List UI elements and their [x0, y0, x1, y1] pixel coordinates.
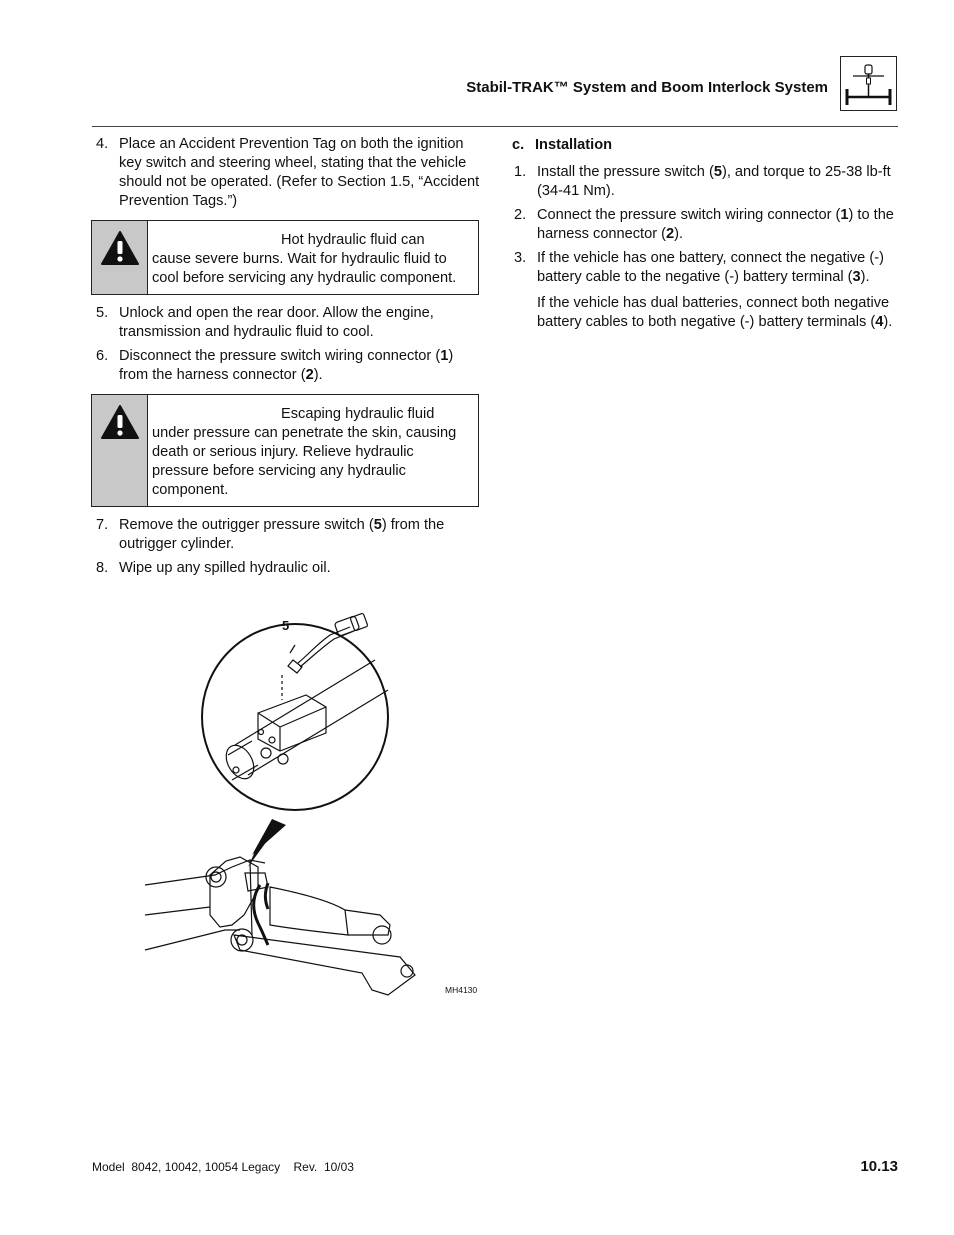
warning-icon [100, 230, 140, 266]
step-7 [94, 516, 482, 554]
warning-lead: Escaping hydraulic fluid [281, 406, 435, 422]
section-letter: c. [512, 137, 525, 153]
step-text [119, 348, 453, 383]
ref-number: 5 [373, 517, 382, 533]
step-number: 1. [514, 164, 527, 180]
outrigger-pressure-switch-illustration [140, 605, 485, 1000]
text-run: ) from the outrigger cylinder. [119, 517, 445, 552]
page-header-title: Stabil-TRAK™ System and Boom Interlock System [466, 79, 828, 96]
step-number: 7. [96, 517, 109, 533]
ref-number: 2 [665, 226, 675, 242]
ref-number: 5 [713, 164, 722, 180]
right-column [512, 135, 898, 332]
install-step-2 [512, 206, 898, 244]
section-title: Installation [535, 137, 613, 153]
step-text [119, 517, 444, 552]
text-run: ) from the harness connector ( [119, 348, 454, 383]
step-text: Unlock and open the rear door. Allow the engine, transmission and hydraulic fluid to cool. [119, 305, 434, 340]
step-5 [94, 304, 482, 342]
ref-number: 2 [305, 367, 314, 383]
warning-text: cause severe burns. Wait for hydraulic fluid to cool before servicing any hydraulic component. [152, 251, 457, 286]
figure-id: MH4130 [445, 985, 478, 995]
step-number: 3. [514, 250, 527, 266]
text-run: Install the pressure switch ( [537, 164, 714, 180]
step-number: 4. [96, 136, 109, 152]
footer-model-revision: Model 8042, 10042, 10054 Legacy Rev. 10/03 [92, 1160, 354, 1174]
text-run: ). [313, 367, 323, 383]
text-run: Remove the outrigger pressure switch ( [119, 517, 374, 533]
header-rule [92, 126, 898, 127]
step-number: 5. [96, 305, 109, 321]
page-number: 10.13 [860, 1158, 898, 1175]
step-text: Place an Accident Prevention Tag on both the ignition key switch and steering wheel, stating that the vehicle should not be operated. (Refer to Section 1.5, “Accident Prevention Tags.”) [119, 136, 480, 209]
step-6 [94, 347, 482, 385]
step-number: 6. [96, 348, 109, 364]
text-run: ) to the harness connector ( [537, 207, 894, 242]
warning-lead: Hot hydraulic fluid can [281, 232, 425, 248]
text-run: If the vehicle has one battery, connect the negative (-) battery cable to the negative (-) battery terminal ( [537, 250, 884, 285]
text-run: ). [883, 314, 893, 330]
text-run: ), and torque to 25-38 lb-ft (34-41 Nm). [537, 164, 891, 199]
step-text [537, 250, 884, 285]
install-step-1 [512, 163, 898, 201]
figure-callout-5: 5 [282, 618, 290, 633]
step-text: Wipe up any spilled hydraulic oil. [119, 560, 331, 576]
text-run: Connect the pressure switch wiring connector ( [537, 207, 841, 223]
text-run: Disconnect the pressure switch wiring connector ( [119, 348, 441, 364]
step-number: 2. [514, 207, 527, 223]
ref-number: 1 [840, 207, 849, 223]
step-4 [94, 135, 482, 211]
text-run: If the vehicle has dual batteries, connect both negative battery cables to both negative (-) battery terminals ( [537, 295, 890, 330]
boom-interlock-icon [840, 56, 897, 111]
warning-text: under pressure can penetrate the skin, causing death or serious injury. Relieve hydraulic pressure before servicing any hydraulic component. [152, 425, 457, 498]
install-step-3 [512, 249, 898, 287]
step-8 [94, 559, 482, 578]
ref-number: 1 [440, 348, 449, 364]
warning-icon [100, 404, 140, 440]
text-run: ). [674, 226, 684, 242]
step-text [537, 207, 894, 242]
left-column [94, 135, 482, 583]
install-step-3-note [512, 294, 898, 332]
step-number: 8. [96, 560, 109, 576]
step-text [537, 164, 891, 199]
section-heading [512, 136, 898, 155]
warning-box-escaping-fluid [91, 394, 479, 507]
text-run: ). [860, 269, 870, 285]
warning-box-hot-fluid [91, 220, 479, 295]
ref-number: 3 [852, 269, 861, 285]
ref-number: 4 [875, 314, 884, 330]
